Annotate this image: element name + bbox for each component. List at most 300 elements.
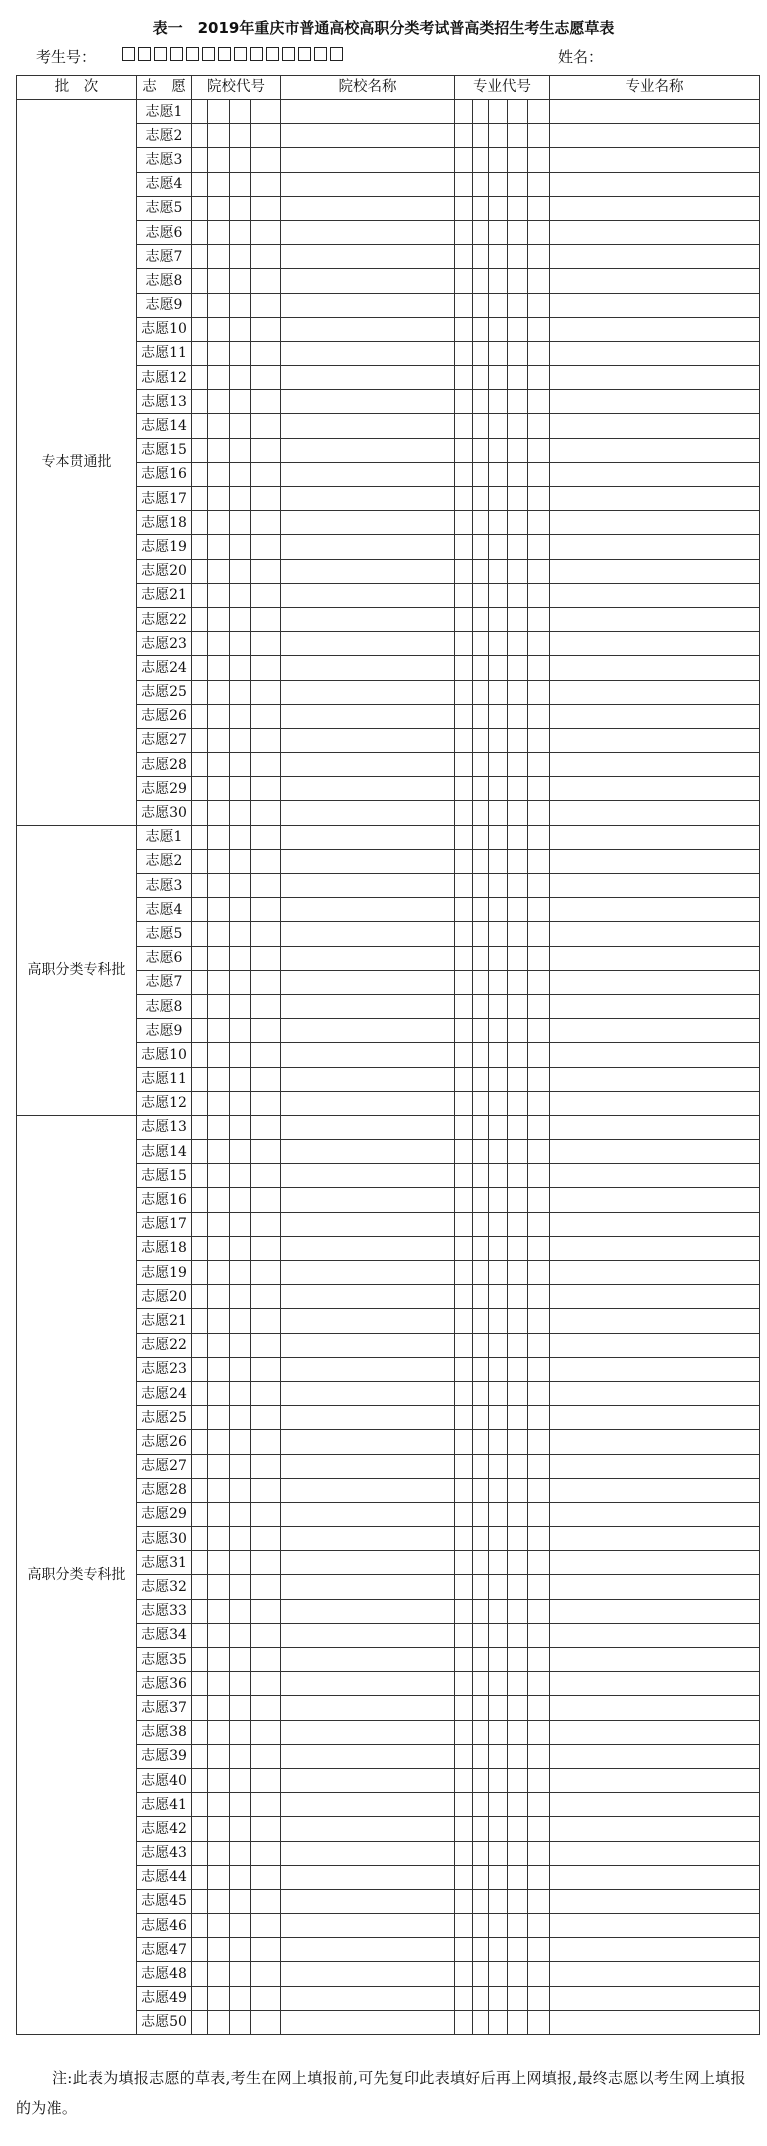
major-code-digit[interactable]: [455, 994, 473, 1018]
major-name-cell[interactable]: [550, 1454, 760, 1478]
school-name-cell[interactable]: [281, 1188, 455, 1212]
major-name-cell[interactable]: [550, 1381, 760, 1405]
major-code-digit[interactable]: [473, 293, 489, 317]
major-code-digit[interactable]: [489, 1768, 508, 1792]
major-code-digit[interactable]: [473, 1551, 489, 1575]
school-name-cell[interactable]: [281, 1140, 455, 1164]
school-code-digit[interactable]: [192, 849, 208, 873]
school-name-cell[interactable]: [281, 1575, 455, 1599]
school-code-digit[interactable]: [230, 1599, 251, 1623]
major-code-digit[interactable]: [489, 1285, 508, 1309]
school-code-digit[interactable]: [192, 680, 208, 704]
major-name-cell[interactable]: [550, 825, 760, 849]
school-name-cell[interactable]: [281, 1357, 455, 1381]
school-code-digit[interactable]: [208, 1140, 230, 1164]
major-name-cell[interactable]: [550, 1502, 760, 1526]
major-code-digit[interactable]: [528, 1357, 550, 1381]
major-code-digit[interactable]: [508, 1696, 528, 1720]
school-name-cell[interactable]: [281, 874, 455, 898]
school-code-digit[interactable]: [230, 1962, 251, 1986]
school-code-digit[interactable]: [192, 438, 208, 462]
school-code-digit[interactable]: [192, 994, 208, 1018]
school-code-digit[interactable]: [251, 1333, 281, 1357]
school-code-digit[interactable]: [230, 1115, 251, 1139]
school-code-digit[interactable]: [230, 559, 251, 583]
major-name-cell[interactable]: [550, 1672, 760, 1696]
major-code-digit[interactable]: [473, 922, 489, 946]
major-code-digit[interactable]: [473, 849, 489, 873]
school-name-cell[interactable]: [281, 1381, 455, 1405]
major-code-digit[interactable]: [489, 656, 508, 680]
school-code-digit[interactable]: [192, 1261, 208, 1285]
major-code-digit[interactable]: [473, 1599, 489, 1623]
exam-number-digit-box[interactable]: [202, 47, 215, 61]
major-code-digit[interactable]: [489, 535, 508, 559]
school-code-digit[interactable]: [230, 1720, 251, 1744]
major-code-digit[interactable]: [528, 390, 550, 414]
school-code-digit[interactable]: [208, 1623, 230, 1647]
major-name-cell[interactable]: [550, 607, 760, 631]
major-code-digit[interactable]: [455, 680, 473, 704]
school-code-digit[interactable]: [251, 1744, 281, 1768]
major-code-digit[interactable]: [508, 825, 528, 849]
school-code-digit[interactable]: [251, 1914, 281, 1938]
school-code-digit[interactable]: [192, 245, 208, 269]
major-code-digit[interactable]: [455, 2010, 473, 2034]
major-code-digit[interactable]: [528, 559, 550, 583]
major-code-digit[interactable]: [489, 1333, 508, 1357]
major-code-digit[interactable]: [528, 1793, 550, 1817]
major-code-digit[interactable]: [508, 100, 528, 124]
school-name-cell[interactable]: [281, 994, 455, 1018]
school-name-cell[interactable]: [281, 2010, 455, 2034]
school-code-digit[interactable]: [192, 1502, 208, 1526]
major-code-digit[interactable]: [473, 438, 489, 462]
school-code-digit[interactable]: [192, 269, 208, 293]
major-code-digit[interactable]: [455, 535, 473, 559]
school-code-digit[interactable]: [208, 1914, 230, 1938]
school-code-digit[interactable]: [192, 583, 208, 607]
major-code-digit[interactable]: [473, 1454, 489, 1478]
major-code-digit[interactable]: [473, 487, 489, 511]
major-code-digit[interactable]: [473, 680, 489, 704]
school-code-digit[interactable]: [208, 535, 230, 559]
major-code-digit[interactable]: [508, 1938, 528, 1962]
major-code-digit[interactable]: [508, 1019, 528, 1043]
school-code-digit[interactable]: [208, 293, 230, 317]
major-code-digit[interactable]: [528, 172, 550, 196]
school-code-digit[interactable]: [230, 341, 251, 365]
school-code-digit[interactable]: [230, 124, 251, 148]
major-code-digit[interactable]: [489, 1236, 508, 1260]
school-name-cell[interactable]: [281, 1043, 455, 1067]
major-code-digit[interactable]: [473, 1744, 489, 1768]
major-code-digit[interactable]: [473, 1188, 489, 1212]
school-code-digit[interactable]: [251, 1720, 281, 1744]
major-code-digit[interactable]: [473, 462, 489, 486]
major-code-digit[interactable]: [473, 196, 489, 220]
major-code-digit[interactable]: [455, 1551, 473, 1575]
major-code-digit[interactable]: [508, 1357, 528, 1381]
major-name-cell[interactable]: [550, 341, 760, 365]
school-code-digit[interactable]: [208, 1188, 230, 1212]
school-code-digit[interactable]: [208, 1357, 230, 1381]
major-code-digit[interactable]: [489, 390, 508, 414]
major-code-digit[interactable]: [508, 438, 528, 462]
major-code-digit[interactable]: [473, 1261, 489, 1285]
major-code-digit[interactable]: [473, 414, 489, 438]
school-code-digit[interactable]: [251, 2010, 281, 2034]
school-code-digit[interactable]: [251, 535, 281, 559]
school-name-cell[interactable]: [281, 753, 455, 777]
major-name-cell[interactable]: [550, 1841, 760, 1865]
school-name-cell[interactable]: [281, 1261, 455, 1285]
major-code-digit[interactable]: [508, 124, 528, 148]
major-code-digit[interactable]: [528, 1019, 550, 1043]
major-code-digit[interactable]: [508, 801, 528, 825]
school-code-digit[interactable]: [192, 341, 208, 365]
major-code-digit[interactable]: [508, 1164, 528, 1188]
school-name-cell[interactable]: [281, 922, 455, 946]
major-code-digit[interactable]: [508, 511, 528, 535]
major-code-digit[interactable]: [528, 100, 550, 124]
school-code-digit[interactable]: [230, 462, 251, 486]
major-code-digit[interactable]: [508, 293, 528, 317]
major-code-digit[interactable]: [455, 656, 473, 680]
school-name-cell[interactable]: [281, 946, 455, 970]
major-code-digit[interactable]: [528, 801, 550, 825]
major-code-digit[interactable]: [489, 220, 508, 244]
major-code-digit[interactable]: [528, 1333, 550, 1357]
school-code-digit[interactable]: [192, 1889, 208, 1913]
school-code-digit[interactable]: [192, 1212, 208, 1236]
major-code-digit[interactable]: [508, 341, 528, 365]
major-code-digit[interactable]: [508, 753, 528, 777]
school-code-digit[interactable]: [208, 1938, 230, 1962]
school-code-digit[interactable]: [208, 656, 230, 680]
school-code-digit[interactable]: [251, 1261, 281, 1285]
school-code-digit[interactable]: [251, 728, 281, 752]
major-code-digit[interactable]: [528, 293, 550, 317]
school-code-digit[interactable]: [251, 898, 281, 922]
school-code-digit[interactable]: [192, 1333, 208, 1357]
major-code-digit[interactable]: [455, 1865, 473, 1889]
major-code-digit[interactable]: [455, 1817, 473, 1841]
major-code-digit[interactable]: [455, 293, 473, 317]
major-code-digit[interactable]: [508, 1793, 528, 1817]
school-code-digit[interactable]: [230, 970, 251, 994]
school-name-cell[interactable]: [281, 462, 455, 486]
major-name-cell[interactable]: [550, 317, 760, 341]
major-code-digit[interactable]: [528, 1551, 550, 1575]
school-code-digit[interactable]: [208, 124, 230, 148]
school-code-digit[interactable]: [251, 269, 281, 293]
school-code-digit[interactable]: [208, 801, 230, 825]
school-name-cell[interactable]: [281, 1768, 455, 1792]
school-code-digit[interactable]: [251, 1140, 281, 1164]
school-code-digit[interactable]: [192, 898, 208, 922]
major-name-cell[interactable]: [550, 1115, 760, 1139]
major-code-digit[interactable]: [455, 1527, 473, 1551]
school-name-cell[interactable]: [281, 680, 455, 704]
major-code-digit[interactable]: [455, 728, 473, 752]
school-code-digit[interactable]: [192, 825, 208, 849]
school-code-digit[interactable]: [192, 1043, 208, 1067]
major-code-digit[interactable]: [473, 1212, 489, 1236]
major-code-digit[interactable]: [489, 632, 508, 656]
major-code-digit[interactable]: [528, 994, 550, 1018]
school-code-digit[interactable]: [230, 680, 251, 704]
major-code-digit[interactable]: [473, 511, 489, 535]
major-code-digit[interactable]: [455, 825, 473, 849]
major-code-digit[interactable]: [508, 656, 528, 680]
major-code-digit[interactable]: [489, 1962, 508, 1986]
major-code-digit[interactable]: [473, 1914, 489, 1938]
major-code-digit[interactable]: [455, 704, 473, 728]
school-code-digit[interactable]: [230, 874, 251, 898]
school-code-digit[interactable]: [208, 245, 230, 269]
school-name-cell[interactable]: [281, 487, 455, 511]
school-code-digit[interactable]: [251, 656, 281, 680]
school-name-cell[interactable]: [281, 1599, 455, 1623]
major-name-cell[interactable]: [550, 1914, 760, 1938]
school-name-cell[interactable]: [281, 1406, 455, 1430]
school-code-digit[interactable]: [208, 1599, 230, 1623]
school-code-digit[interactable]: [208, 462, 230, 486]
school-name-cell[interactable]: [281, 825, 455, 849]
school-code-digit[interactable]: [230, 1623, 251, 1647]
school-code-digit[interactable]: [230, 1744, 251, 1768]
major-code-digit[interactable]: [528, 1236, 550, 1260]
school-code-digit[interactable]: [230, 172, 251, 196]
school-code-digit[interactable]: [230, 196, 251, 220]
school-code-digit[interactable]: [192, 1091, 208, 1115]
major-code-digit[interactable]: [508, 946, 528, 970]
exam-number-digit-box[interactable]: [138, 47, 151, 61]
school-code-digit[interactable]: [230, 1865, 251, 1889]
major-code-digit[interactable]: [508, 1478, 528, 1502]
school-code-digit[interactable]: [230, 1551, 251, 1575]
exam-number-digit-box[interactable]: [330, 47, 343, 61]
major-name-cell[interactable]: [550, 753, 760, 777]
major-name-cell[interactable]: [550, 1333, 760, 1357]
major-code-digit[interactable]: [473, 1768, 489, 1792]
school-code-digit[interactable]: [230, 728, 251, 752]
major-code-digit[interactable]: [489, 414, 508, 438]
major-code-digit[interactable]: [528, 1261, 550, 1285]
school-code-digit[interactable]: [251, 1091, 281, 1115]
major-code-digit[interactable]: [528, 777, 550, 801]
major-name-cell[interactable]: [550, 1357, 760, 1381]
school-code-digit[interactable]: [251, 825, 281, 849]
major-code-digit[interactable]: [528, 1599, 550, 1623]
major-code-digit[interactable]: [473, 994, 489, 1018]
school-name-cell[interactable]: [281, 1091, 455, 1115]
major-name-cell[interactable]: [550, 1551, 760, 1575]
school-name-cell[interactable]: [281, 438, 455, 462]
school-name-cell[interactable]: [281, 632, 455, 656]
major-code-digit[interactable]: [528, 487, 550, 511]
exam-number-digit-box[interactable]: [186, 47, 199, 61]
major-code-digit[interactable]: [455, 1623, 473, 1647]
major-code-digit[interactable]: [473, 1986, 489, 2010]
school-code-digit[interactable]: [251, 100, 281, 124]
major-code-digit[interactable]: [473, 172, 489, 196]
major-code-digit[interactable]: [489, 1672, 508, 1696]
school-code-digit[interactable]: [230, 1091, 251, 1115]
major-code-digit[interactable]: [473, 632, 489, 656]
major-code-digit[interactable]: [455, 1744, 473, 1768]
major-code-digit[interactable]: [473, 1357, 489, 1381]
major-code-digit[interactable]: [489, 245, 508, 269]
major-code-digit[interactable]: [508, 1817, 528, 1841]
school-name-cell[interactable]: [281, 777, 455, 801]
major-code-digit[interactable]: [455, 1841, 473, 1865]
school-code-digit[interactable]: [208, 1430, 230, 1454]
major-code-digit[interactable]: [508, 1527, 528, 1551]
school-code-digit[interactable]: [230, 1575, 251, 1599]
major-code-digit[interactable]: [455, 1430, 473, 1454]
school-code-digit[interactable]: [251, 922, 281, 946]
school-code-digit[interactable]: [230, 1212, 251, 1236]
major-code-digit[interactable]: [455, 1067, 473, 1091]
major-code-digit[interactable]: [508, 583, 528, 607]
major-name-cell[interactable]: [550, 704, 760, 728]
major-name-cell[interactable]: [550, 583, 760, 607]
major-code-digit[interactable]: [473, 656, 489, 680]
major-name-cell[interactable]: [550, 1188, 760, 1212]
school-code-digit[interactable]: [251, 1841, 281, 1865]
school-code-digit[interactable]: [192, 1019, 208, 1043]
major-code-digit[interactable]: [455, 1938, 473, 1962]
school-name-cell[interactable]: [281, 269, 455, 293]
school-name-cell[interactable]: [281, 1914, 455, 1938]
major-code-digit[interactable]: [473, 341, 489, 365]
school-code-digit[interactable]: [192, 535, 208, 559]
major-code-digit[interactable]: [455, 1962, 473, 1986]
major-code-digit[interactable]: [508, 704, 528, 728]
school-code-digit[interactable]: [192, 1309, 208, 1333]
major-code-digit[interactable]: [528, 1696, 550, 1720]
major-code-digit[interactable]: [528, 607, 550, 631]
school-code-digit[interactable]: [251, 1768, 281, 1792]
school-name-cell[interactable]: [281, 1986, 455, 2010]
exam-number-digit-box[interactable]: [314, 47, 327, 61]
major-code-digit[interactable]: [508, 1889, 528, 1913]
major-code-digit[interactable]: [528, 1865, 550, 1889]
major-code-digit[interactable]: [508, 1091, 528, 1115]
exam-number-digit-box[interactable]: [266, 47, 279, 61]
school-code-digit[interactable]: [192, 1696, 208, 1720]
major-code-digit[interactable]: [489, 1865, 508, 1889]
school-code-digit[interactable]: [251, 1309, 281, 1333]
school-code-digit[interactable]: [192, 874, 208, 898]
major-code-digit[interactable]: [489, 1430, 508, 1454]
school-name-cell[interactable]: [281, 898, 455, 922]
major-code-digit[interactable]: [508, 366, 528, 390]
major-code-digit[interactable]: [528, 1938, 550, 1962]
major-code-digit[interactable]: [489, 607, 508, 631]
school-code-digit[interactable]: [251, 172, 281, 196]
school-code-digit[interactable]: [230, 1406, 251, 1430]
major-name-cell[interactable]: [550, 196, 760, 220]
exam-number-digit-box[interactable]: [298, 47, 311, 61]
major-code-digit[interactable]: [473, 1091, 489, 1115]
school-code-digit[interactable]: [230, 1889, 251, 1913]
major-code-digit[interactable]: [489, 1067, 508, 1091]
school-name-cell[interactable]: [281, 607, 455, 631]
major-code-digit[interactable]: [455, 1406, 473, 1430]
school-code-digit[interactable]: [208, 849, 230, 873]
major-code-digit[interactable]: [455, 1914, 473, 1938]
major-code-digit[interactable]: [508, 922, 528, 946]
major-code-digit[interactable]: [489, 1043, 508, 1067]
major-code-digit[interactable]: [455, 632, 473, 656]
major-code-digit[interactable]: [508, 607, 528, 631]
major-code-digit[interactable]: [528, 1768, 550, 1792]
major-name-cell[interactable]: [550, 1285, 760, 1309]
major-code-digit[interactable]: [473, 1430, 489, 1454]
major-code-digit[interactable]: [528, 1962, 550, 1986]
major-name-cell[interactable]: [550, 1527, 760, 1551]
major-code-digit[interactable]: [528, 1381, 550, 1405]
major-code-digit[interactable]: [455, 220, 473, 244]
school-code-digit[interactable]: [208, 1067, 230, 1091]
school-code-digit[interactable]: [192, 1478, 208, 1502]
school-code-digit[interactable]: [251, 341, 281, 365]
major-code-digit[interactable]: [455, 559, 473, 583]
school-code-digit[interactable]: [230, 1140, 251, 1164]
major-code-digit[interactable]: [528, 825, 550, 849]
school-code-digit[interactable]: [208, 970, 230, 994]
major-name-cell[interactable]: [550, 1091, 760, 1115]
major-code-digit[interactable]: [489, 849, 508, 873]
exam-number-digit-box[interactable]: [170, 47, 183, 61]
school-code-digit[interactable]: [230, 583, 251, 607]
major-code-digit[interactable]: [489, 1381, 508, 1405]
major-code-digit[interactable]: [528, 1575, 550, 1599]
school-code-digit[interactable]: [208, 1309, 230, 1333]
major-code-digit[interactable]: [455, 414, 473, 438]
major-code-digit[interactable]: [508, 777, 528, 801]
major-code-digit[interactable]: [455, 124, 473, 148]
school-code-digit[interactable]: [208, 898, 230, 922]
major-code-digit[interactable]: [508, 1140, 528, 1164]
major-name-cell[interactable]: [550, 1043, 760, 1067]
major-code-digit[interactable]: [489, 1889, 508, 1913]
school-name-cell[interactable]: [281, 100, 455, 124]
school-code-digit[interactable]: [230, 1236, 251, 1260]
school-name-cell[interactable]: [281, 1648, 455, 1672]
major-code-digit[interactable]: [528, 656, 550, 680]
major-code-digit[interactable]: [508, 1188, 528, 1212]
school-code-digit[interactable]: [192, 1551, 208, 1575]
major-code-digit[interactable]: [473, 1043, 489, 1067]
major-code-digit[interactable]: [489, 1720, 508, 1744]
major-code-digit[interactable]: [455, 1986, 473, 2010]
major-code-digit[interactable]: [508, 1043, 528, 1067]
major-code-digit[interactable]: [528, 2010, 550, 2034]
school-code-digit[interactable]: [251, 462, 281, 486]
school-code-digit[interactable]: [251, 1889, 281, 1913]
school-code-digit[interactable]: [230, 100, 251, 124]
major-code-digit[interactable]: [455, 148, 473, 172]
major-code-digit[interactable]: [455, 1261, 473, 1285]
major-name-cell[interactable]: [550, 1744, 760, 1768]
major-code-digit[interactable]: [528, 1502, 550, 1526]
school-code-digit[interactable]: [230, 849, 251, 873]
school-code-digit[interactable]: [208, 922, 230, 946]
